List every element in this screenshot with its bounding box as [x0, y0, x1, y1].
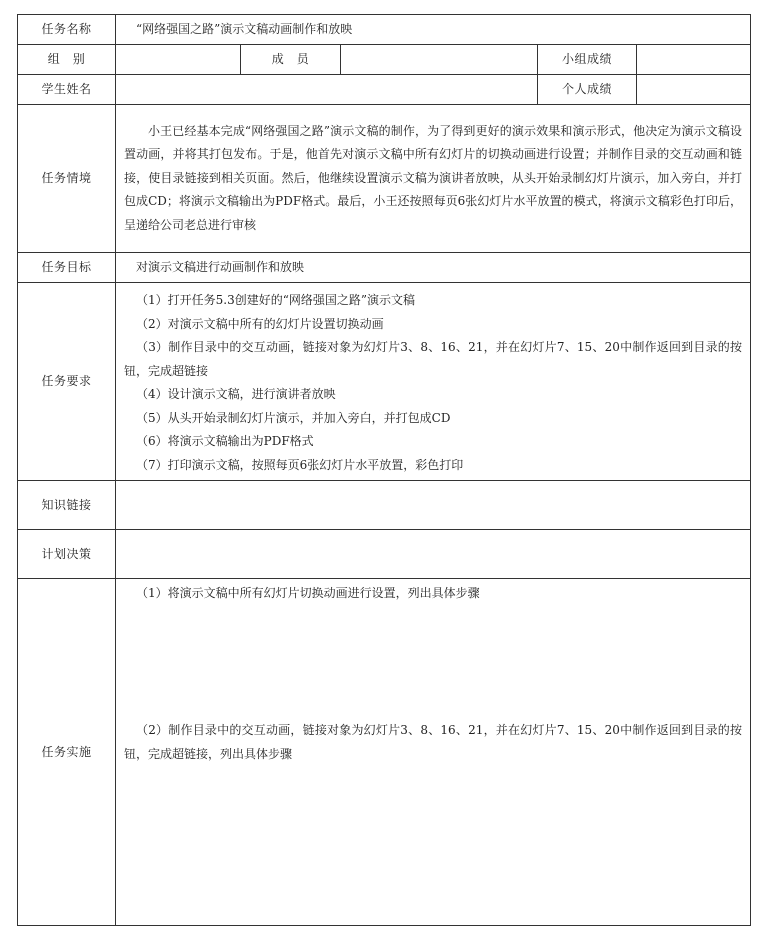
requirement-item: （7）打印演示文稿，按照每页6张幻灯片水平放置，彩色打印 — [136, 457, 464, 472]
requirement-item: （1）打开任务5.3创建好的“网络强国之路”演示文稿 — [136, 293, 415, 307]
personal-score-field[interactable] — [637, 75, 751, 105]
row-group — [18, 45, 751, 75]
student-name-label: 学生姓名 — [18, 75, 116, 105]
goal-label: 任务目标 — [18, 253, 116, 283]
requirement-item: （6）将演示文稿输出为PDF格式 — [136, 434, 314, 448]
goal-text: 对演示文稿进行动画制作和放映 — [116, 253, 751, 283]
row-goal — [18, 253, 751, 283]
scenario-text: 小王已经基本完成“网络强国之路”演示文稿的制作，为了得到更好的演示效果和演示形式，他决定为演示文稿设置动画，并将其打包发布。于是，他首先对演示文稿中所有幻灯片的切换动画进行设置；并制作目录的交互动画和链接，使目录链接到相关页面。然后，他继续设置演示文稿为演讲者放映，从头开始录制幻灯片演示，加入旁白，并打包成CD；将演示文稿输出为PDF格式。最后，小王还按照每页6张幻灯片水平放置的模式，将演示文稿彩色打印后，呈递给公司老总进行审核 — [124, 123, 743, 232]
requirement-item: （2）对演示文稿中所有的幻灯片设置切换动画 — [136, 316, 384, 331]
requirements-list — [116, 283, 750, 477]
row-knowledge — [18, 481, 751, 530]
member-label: 成 员 — [241, 45, 341, 75]
row-plan — [18, 530, 751, 579]
group-score-label: 小组成绩 — [538, 45, 637, 75]
implementation-step: （1）将演示文稿中所有幻灯片切换动画进行设置，列出具体步骤 — [136, 586, 480, 600]
group-score-field[interactable] — [637, 45, 751, 75]
row-requirements — [18, 283, 751, 481]
task-name-value: “网络强国之路”演示文稿动画制作和放映 — [116, 15, 751, 45]
plan-label: 计划决策 — [18, 530, 116, 579]
personal-score-label: 个人成绩 — [538, 75, 637, 105]
row-implementation — [18, 579, 751, 926]
implementation-step: （2）制作目录中的交互动画，链接对象为幻灯片3、8、16、21，并在幻灯片7、15、20中制作返回到目录的按钮，完成超链接，列出具体步骤 — [124, 723, 743, 761]
knowledge-label: 知识链接 — [18, 481, 116, 530]
task-form-table — [17, 14, 751, 926]
group-label: 组 别 — [18, 45, 116, 75]
requirement-item: （5）从头开始录制幻灯片演示，并加入旁白，并打包成CD — [136, 410, 451, 425]
requirement-item: （4）设计演示文稿，进行演讲者放映 — [136, 387, 336, 401]
implementation-cell[interactable] — [116, 579, 751, 926]
group-value-field[interactable] — [116, 45, 241, 75]
row-student — [18, 75, 751, 105]
requirements-label: 任务要求 — [18, 283, 116, 481]
scenario-cell — [116, 105, 751, 253]
implementation-content — [116, 579, 750, 925]
requirement-item: （3）制作目录中的交互动画，链接对象为幻灯片3、8、16、21，并在幻灯片7、15、20中制作返回到目录的按钮，完成超链接 — [124, 340, 743, 378]
row-scenario — [18, 105, 751, 253]
student-name-field[interactable] — [116, 75, 538, 105]
task-name-label: 任务名称 — [18, 15, 116, 45]
row-task-name — [18, 15, 751, 45]
implementation-label: 任务实施 — [18, 579, 116, 926]
knowledge-field[interactable] — [116, 481, 751, 530]
task-sheet — [17, 14, 750, 926]
member-value-field[interactable] — [341, 45, 538, 75]
plan-field[interactable] — [116, 530, 751, 579]
scenario-label: 任务情境 — [18, 105, 116, 253]
requirements-cell — [116, 283, 751, 481]
